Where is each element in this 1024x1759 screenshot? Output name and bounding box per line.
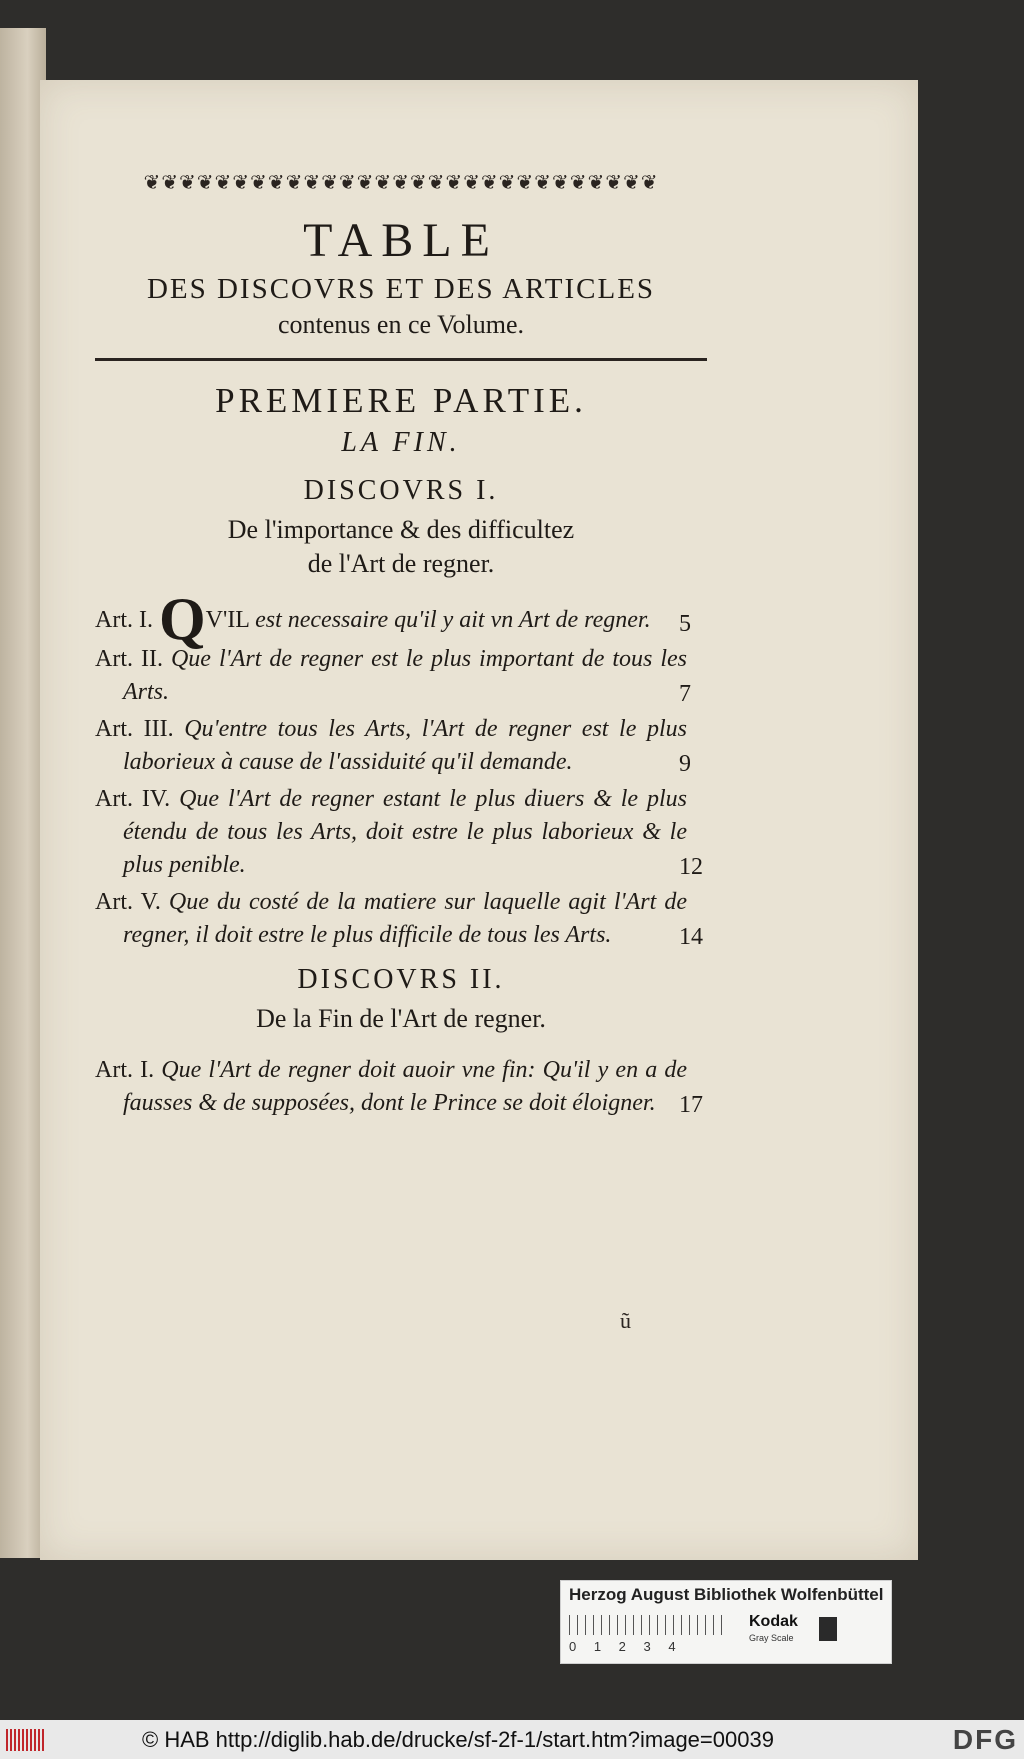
ornament-band: ❦❦❦❦❦❦❦❦❦❦❦❦❦❦❦❦❦❦❦❦❦❦❦❦❦❦❦❦❦ bbox=[143, 170, 659, 194]
article-label: Art. I. bbox=[95, 1057, 155, 1083]
section-title: LA FIN. bbox=[341, 427, 461, 458]
article-text: Que du costé de la matiere sur laquelle agit l'Art de regner, il doit estre le plus difficile de tous les Arts. bbox=[123, 889, 688, 948]
ruler-scale bbox=[569, 1615, 729, 1635]
discours-title-line: De la Fin de l'Art de regner. bbox=[256, 1004, 546, 1033]
article-entry: Art. II. Que l'Art de regner est le plus important de tous les Arts. 7 bbox=[95, 646, 691, 707]
discours-title-line: de l'Art de regner. bbox=[307, 549, 495, 578]
discours-title bbox=[95, 513, 707, 581]
dfg-logo: DFG bbox=[952, 1724, 1018, 1755]
ruler-numbers: 0 1 2 3 4 bbox=[569, 1639, 676, 1654]
color-calibration-chart bbox=[560, 1580, 892, 1664]
table-of-contents bbox=[95, 170, 707, 1124]
footer-link[interactable]: © HAB http://diglib.hab.de/drucke/sf-2f-1/start.htm?image=00039 bbox=[142, 1727, 774, 1752]
barcode-icon bbox=[6, 1729, 44, 1751]
article-label: Art. III. bbox=[95, 716, 174, 742]
article-label: Art. II. bbox=[95, 646, 163, 672]
drop-cap: Q bbox=[158, 586, 206, 652]
part-title: PREMIERE PARTIE. bbox=[215, 381, 587, 420]
article-text: Que l'Art de regner est le plus important de tous les Arts. bbox=[123, 646, 688, 705]
kodak-logo: Kodak bbox=[749, 1613, 798, 1630]
discours-heading: DISCOVRS I. bbox=[303, 475, 499, 506]
article-entry: Art. I. Que l'Art de regner doit auoir vne fin: Qu'il y en a de fausses & de supposées, dont le Prince se doit éloigner. 17 bbox=[95, 1057, 703, 1118]
article-label: Art. IV. bbox=[95, 786, 171, 812]
gray-scale-label: Gray Scale bbox=[749, 1633, 794, 1643]
article-label: Art. I. bbox=[95, 607, 153, 633]
article-entry: Art. III. Qu'entre tous les Arts, l'Art de regner est le plus laborieux à cause de l'assiduité qu'il demande. 9 bbox=[95, 716, 691, 777]
article-lead: V'IL bbox=[205, 607, 256, 633]
article-entry: Art. IV. Que l'Art de regner estant le plus diuers & le plus étendu de tous les Arts, doit estre le plus laborieux & le plus penible. 12 bbox=[95, 786, 703, 880]
page-subtitle-2: contenus en ce Volume. bbox=[278, 310, 524, 339]
article-entry: Art. V. Que du costé de la matiere sur laquelle agit l'Art de regner, il doit estre le plus difficile de tous les Arts. 14 bbox=[95, 889, 703, 950]
footer-bar bbox=[0, 1720, 1024, 1759]
horizontal-rule bbox=[95, 358, 707, 361]
article-text: Que l'Art de regner doit auoir vne fin: Qu'il y en a de fausses & de supposées, dont le Prince se doit éloigner. bbox=[123, 1057, 688, 1116]
article-entry: Art. I. QV'IL est necessaire qu'il y ait vn Art de regner. 5 bbox=[95, 586, 691, 652]
article-text: Qu'entre tous les Arts, l'Art de regner est le plus laborieux à cause de l'assiduité qu'il demande. bbox=[123, 716, 687, 775]
chart-title: Herzog August Bibliothek Wolfenbüttel bbox=[569, 1585, 884, 1604]
article-text: Que l'Art de regner estant le plus diuers & le plus étendu de tous les Arts, doit estre le plus laborieux & le plus penible. bbox=[123, 786, 688, 878]
gray-swatch bbox=[819, 1617, 837, 1641]
discours-heading: DISCOVRS II. bbox=[297, 964, 505, 995]
article-text: est necessaire qu'il y ait vn Art de regner. bbox=[255, 607, 651, 633]
discours-title-line: De l'importance & des difficultez bbox=[227, 515, 575, 544]
page-subtitle: DES DISCOVRS ET DES ARTICLES bbox=[146, 273, 656, 305]
page-title: TABLE bbox=[303, 214, 499, 267]
signature-mark: ũ bbox=[620, 1308, 631, 1333]
discours-title bbox=[95, 1002, 707, 1036]
article-label: Art. V. bbox=[95, 889, 161, 915]
